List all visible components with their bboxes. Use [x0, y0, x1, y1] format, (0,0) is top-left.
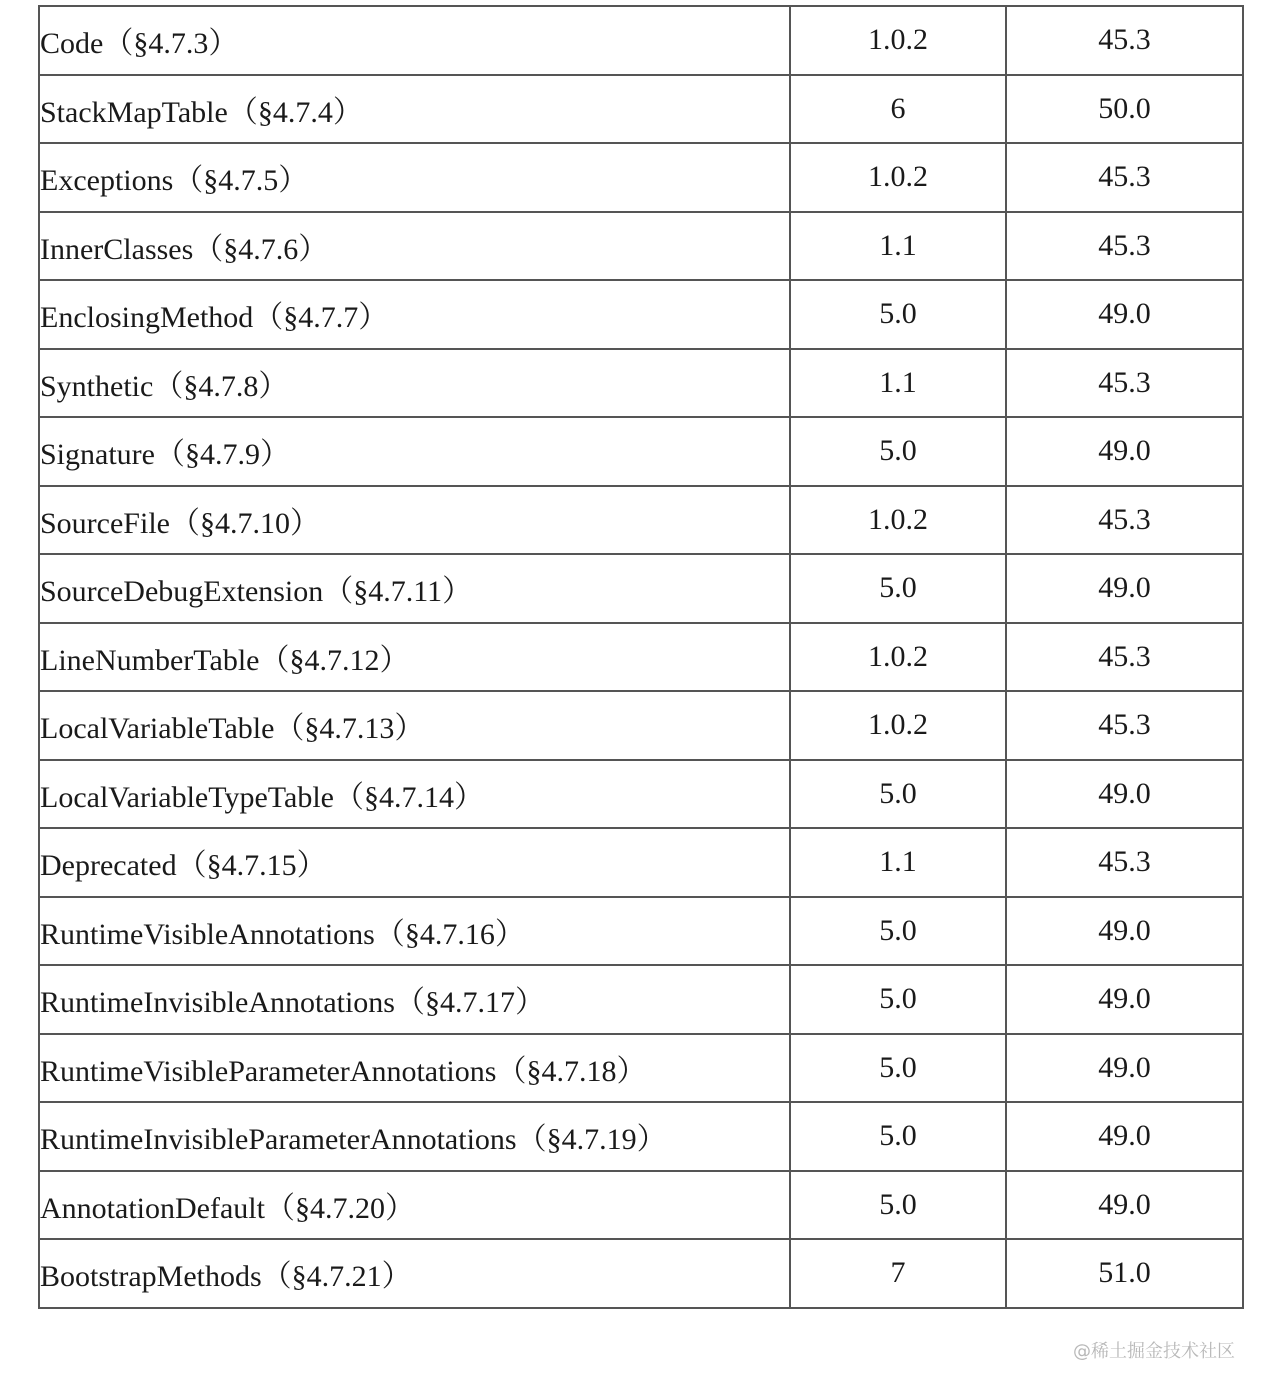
table-row — [39, 1239, 1243, 1308]
table-row — [39, 349, 1243, 418]
table-row — [39, 623, 1243, 692]
table-row — [39, 1102, 1243, 1171]
attribute-name-cell: StackMapTable（§4.7.4） — [39, 75, 790, 144]
attribute-name-cell: SourceDebugExtension（§4.7.11） — [39, 554, 790, 623]
class-file-version-cell: 49.0 — [1006, 554, 1243, 623]
table-row — [39, 486, 1243, 555]
class-file-version-cell: 45.3 — [1006, 623, 1243, 692]
attribute-name-cell: BootstrapMethods（§4.7.21） — [39, 1239, 790, 1308]
attribute-name-cell: LocalVariableTypeTable（§4.7.14） — [39, 760, 790, 829]
class-file-version-cell: 49.0 — [1006, 965, 1243, 1034]
table-row — [39, 1034, 1243, 1103]
java-se-version-cell: 5.0 — [790, 280, 1006, 349]
table-row — [39, 212, 1243, 281]
table-row — [39, 828, 1243, 897]
java-se-version-cell: 5.0 — [790, 417, 1006, 486]
table-row — [39, 760, 1243, 829]
class-file-version-cell: 49.0 — [1006, 897, 1243, 966]
attribute-name-cell: LineNumberTable（§4.7.12） — [39, 623, 790, 692]
table-row — [39, 897, 1243, 966]
java-se-version-cell: 1.0.2 — [790, 691, 1006, 760]
attribute-name-cell: RuntimeInvisibleAnnotations（§4.7.17） — [39, 965, 790, 1034]
table-row — [39, 6, 1243, 75]
attribute-name-cell: AnnotationDefault（§4.7.20） — [39, 1171, 790, 1240]
java-se-version-cell: 7 — [790, 1239, 1006, 1308]
class-file-version-cell: 50.0 — [1006, 75, 1243, 144]
java-se-version-cell: 5.0 — [790, 760, 1006, 829]
class-file-version-cell: 49.0 — [1006, 1034, 1243, 1103]
java-se-version-cell: 1.0.2 — [790, 486, 1006, 555]
attributes-table-body — [39, 6, 1243, 1308]
attribute-name-cell: RuntimeVisibleParameterAnnotations（§4.7.18） — [39, 1034, 790, 1103]
java-se-version-cell: 5.0 — [790, 1171, 1006, 1240]
class-file-version-cell: 49.0 — [1006, 760, 1243, 829]
attribute-name-cell: LocalVariableTable（§4.7.13） — [39, 691, 790, 760]
class-file-version-cell: 45.3 — [1006, 349, 1243, 418]
attribute-name-cell: Deprecated（§4.7.15） — [39, 828, 790, 897]
class-file-version-cell: 45.3 — [1006, 828, 1243, 897]
java-se-version-cell: 5.0 — [790, 1034, 1006, 1103]
java-se-version-cell: 1.0.2 — [790, 6, 1006, 75]
attribute-name-cell: InnerClasses（§4.7.6） — [39, 212, 790, 281]
class-file-version-cell: 45.3 — [1006, 212, 1243, 281]
table-row — [39, 1171, 1243, 1240]
table-row — [39, 143, 1243, 212]
class-file-version-cell: 45.3 — [1006, 143, 1243, 212]
class-file-version-cell: 49.0 — [1006, 1171, 1243, 1240]
java-se-version-cell: 1.1 — [790, 212, 1006, 281]
table-row — [39, 691, 1243, 760]
attribute-name-cell: Synthetic（§4.7.8） — [39, 349, 790, 418]
table-row — [39, 965, 1243, 1034]
java-se-version-cell: 6 — [790, 75, 1006, 144]
table-row — [39, 75, 1243, 144]
java-se-version-cell: 5.0 — [790, 897, 1006, 966]
java-se-version-cell: 1.1 — [790, 828, 1006, 897]
class-file-version-cell: 49.0 — [1006, 280, 1243, 349]
table-row — [39, 554, 1243, 623]
java-se-version-cell: 5.0 — [790, 554, 1006, 623]
attribute-name-cell: Exceptions（§4.7.5） — [39, 143, 790, 212]
class-file-version-cell: 45.3 — [1006, 486, 1243, 555]
attribute-name-cell: Signature（§4.7.9） — [39, 417, 790, 486]
attribute-name-cell: EnclosingMethod（§4.7.7） — [39, 280, 790, 349]
class-file-version-cell: 45.3 — [1006, 6, 1243, 75]
java-se-version-cell: 5.0 — [790, 1102, 1006, 1171]
attributes-table — [38, 5, 1244, 1309]
java-se-version-cell: 5.0 — [790, 965, 1006, 1034]
java-se-version-cell: 1.0.2 — [790, 143, 1006, 212]
table-row — [39, 417, 1243, 486]
attribute-name-cell: RuntimeVisibleAnnotations（§4.7.16） — [39, 897, 790, 966]
watermark: @稀土掘金技术社区 — [1073, 1341, 1235, 1362]
attribute-name-cell: SourceFile（§4.7.10） — [39, 486, 790, 555]
java-se-version-cell: 1.1 — [790, 349, 1006, 418]
class-file-version-cell: 51.0 — [1006, 1239, 1243, 1308]
class-file-version-cell: 49.0 — [1006, 1102, 1243, 1171]
table-row — [39, 280, 1243, 349]
java-se-version-cell: 1.0.2 — [790, 623, 1006, 692]
attribute-name-cell: RuntimeInvisibleParameterAnnotations（§4.7.19） — [39, 1102, 790, 1171]
attribute-name-cell: Code（§4.7.3） — [39, 6, 790, 75]
class-file-version-cell: 45.3 — [1006, 691, 1243, 760]
class-file-version-cell: 49.0 — [1006, 417, 1243, 486]
